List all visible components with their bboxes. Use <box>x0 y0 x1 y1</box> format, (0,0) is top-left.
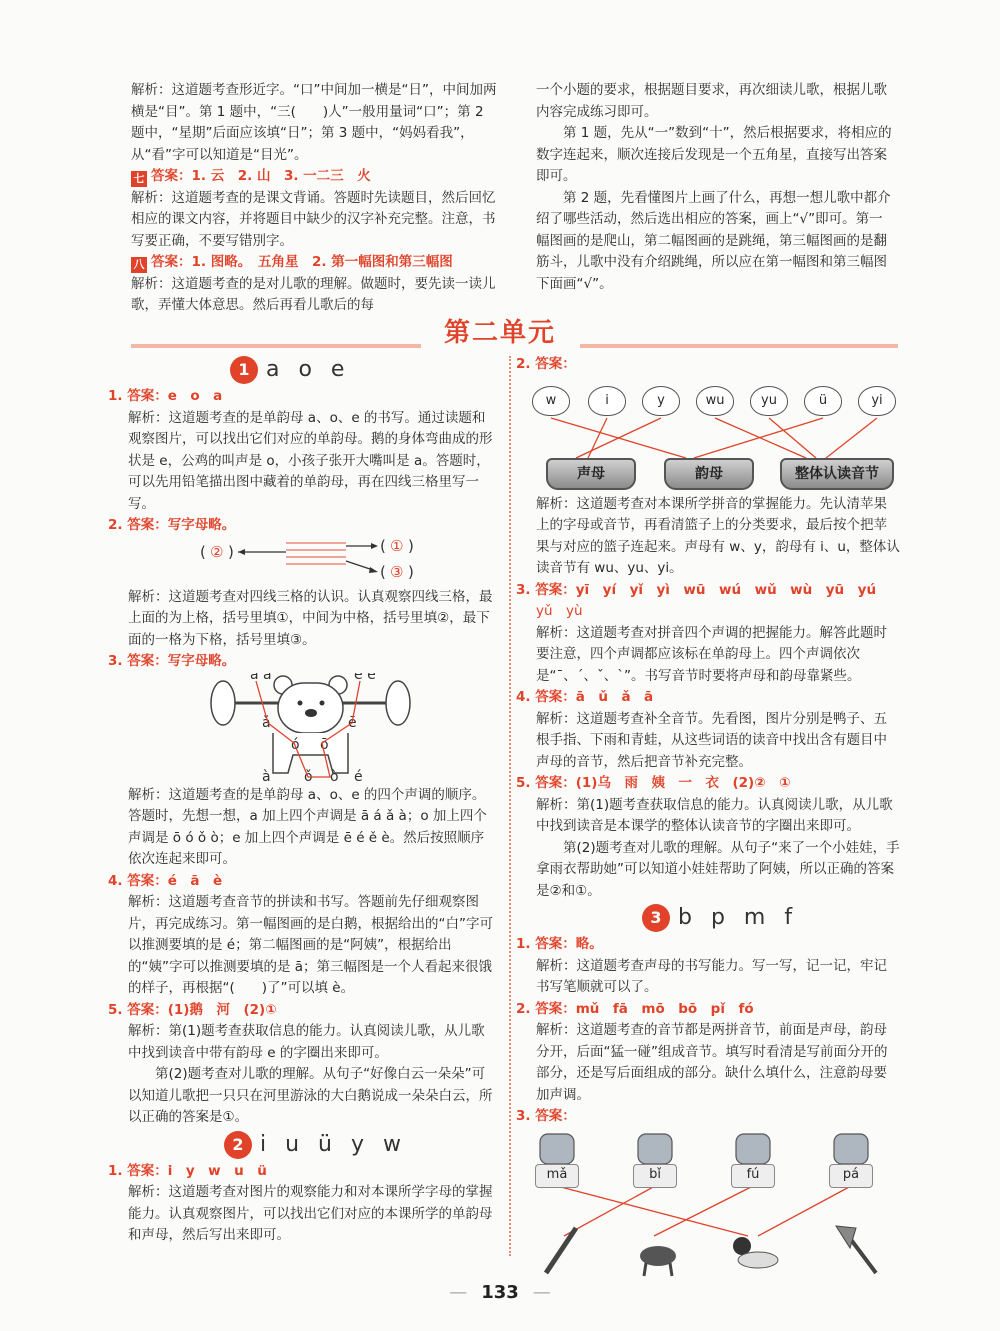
analysis-text: 第 1 题，先从“一”数到“十”，然后根据要求，将相应的数字连起来，顺次连接后发现是一个五角星，直接写出答案即可。 <box>536 125 892 184</box>
grid-label-left: ② <box>210 542 224 561</box>
lesson-3-heading <box>516 904 900 932</box>
tone-label-o3: ǒ <box>304 768 313 785</box>
apple: y <box>642 386 680 416</box>
column-divider <box>509 356 511 1256</box>
lesson-title: i u ü y w <box>260 1131 407 1157</box>
barbell-bear-diagram <box>108 673 496 785</box>
svg-text:(: ( <box>380 536 386 555</box>
unit-title: 第二单元 <box>443 318 556 348</box>
four-line-grid-figure <box>108 537 496 587</box>
page-number-text: 133 <box>481 1282 519 1303</box>
cat-cards-diagram <box>516 1128 900 1278</box>
tone-label-e-top: ě è <box>354 672 376 683</box>
svg-text:): ) <box>408 562 414 581</box>
analysis-7: 解析：这道题考查的是课文背诵。答题时先读题目，然后回忆相应的课文内容，并将题目中缺少的汉字补充完整。注意，书写要正确，不要写错別字。 <box>131 189 496 249</box>
answer-1: 1. 答案：e o a <box>108 388 223 404</box>
answer-1: 1. 答案：略。 <box>516 936 603 952</box>
page-number-dash-right: — <box>532 1282 551 1303</box>
lesson-1-heading <box>108 356 496 384</box>
barbell-bear-figure <box>108 673 496 785</box>
apple: w <box>532 386 570 416</box>
apple: yu <box>750 386 788 416</box>
grid-label-right-top: ① <box>390 536 404 555</box>
syllable-card: mǎ <box>535 1164 579 1188</box>
analysis-5: 解析：第(1)题考查获取信息的能力。认真阅读儿歌，从儿歌中找到读音是本课学的整体认读音节的字圈出来即可。 <box>536 796 893 834</box>
analysis-1: 解析：这道题考查的是单韵母 a、o、e 的书写。通过读题和观察图片，可以找出它们对应的单韵母。鹅的身体弯曲成的形状是 e，公鸡的叫声是 o，小孩子张开大嘴叫是 a。答题时，可以先用铅笔描出图中藏着的单韵母，再在四线三格里写一写。 <box>128 409 493 512</box>
apple: ü <box>804 386 842 416</box>
answer-4: 4. 答案：ā ǔ ǎ ā <box>516 689 654 705</box>
top-right-column <box>536 80 896 295</box>
answer-5: 5. 答案：(1)鹅 河 (2)① <box>108 1001 277 1018</box>
lesson-number-badge: 2 <box>224 1131 252 1159</box>
basket: 声母 <box>546 458 636 490</box>
analysis-2: 解析：这道题考查对本课所学拼音的掌握能力。先认清苹果上的字母或音节，再看清篮子上的分类要求，最后按个把苹果与对应的篮子连起来。声母有 w、y，韵母有 i、u，整体认读音节有 wu、yu、yi。 <box>536 495 900 576</box>
analysis-text: 解析：这道题考查形近字。“口”中间加一横是“日”，中间加两横是“目”。第 1 题中，“三( )人”一般用量词“口”；第 2 题中，“星期”后面应该填“日”；第 3 题中，“妈妈看我”，从“看”字可以知道是“目光”。 <box>131 82 497 163</box>
syllable-card: pá <box>829 1164 873 1188</box>
answer-3: 3. 答案：yī yí yǐ yì wū wú wǔ wù yū yú <box>516 581 877 598</box>
top-left-column <box>131 80 497 317</box>
svg-text:): ) <box>228 542 234 561</box>
question-badge-8: 八 <box>131 257 147 273</box>
analysis-text: 一个小题的要求，根据题目要求，再次细读儿歌，根据儿歌内容完成练习即可。 <box>536 82 887 120</box>
answer-2: 2. 答案：写字母略。 <box>108 517 236 533</box>
lesson-title: b p m f <box>678 905 799 930</box>
answer-3-continued: yǔ yù <box>536 603 583 619</box>
analysis-5-part2: 第(2)题考查对儿歌的理解。从句子“来了一个小娃娃，手拿雨衣帮助她”可以知道小娃娃帮助了阿姨，所以正确的答案是②和①。 <box>536 839 900 899</box>
page-number <box>0 1282 1000 1303</box>
tone-label-e2: é <box>354 768 363 785</box>
analysis-2: 解析：这道题考查的音节都是两拼音节，前面是声母，韵母分开，后面“猛一碰”组成音节。填写时看清是写前面分开的部分，还是写后面组成的部分。缺什么填什么，注意韵母要加声调。 <box>536 1022 888 1103</box>
answer-3: 3. 答案：写字母略。 <box>108 653 236 669</box>
lesson-2-heading <box>108 1131 496 1159</box>
tone-label-o1: ō <box>320 736 329 753</box>
answer-7-text: 答案：1. 云 2. 山 3. 一二三 火 <box>151 168 371 184</box>
lower-left-column <box>108 354 496 1247</box>
page-number-dash-left: — <box>449 1282 468 1303</box>
answer-5: 5. 答案：(1)乌 雨 姨 一 衣 (2)② ① <box>516 775 791 791</box>
answer-7 <box>131 166 497 188</box>
apple: i <box>588 386 626 416</box>
question-badge-7: 七 <box>131 171 147 187</box>
analysis-8: 解析：这道题考查的是对儿歌的理解。做题时，要先读一读儿歌，弄懂大体意思。然后再看儿歌后的每 <box>131 275 496 313</box>
svg-text:(: ( <box>380 562 386 581</box>
analysis-2: 解析：这道题考查对四线三格的认识。认真观察四线三格，最上面的为上格，括号里填①，中间为中格，括号里填②，最下面的一格为下格，括号里填③。 <box>128 588 493 648</box>
basket: 整体认读音节 <box>780 458 894 490</box>
analysis-text: 第 2 题，先看懂图片上画了什么，再想一想儿歌中都介绍了哪些活动，然后选出相应的答案，画上“√”即可。第一幅图画的是爬山，第二幅图画的是跳绳，第三幅图画的是翻筋斗，儿歌中没有介绍跳绳，所以应在第一幅图和第三幅图下面画“√”。 <box>536 189 891 292</box>
apple: yi <box>858 386 896 416</box>
answer-8 <box>131 252 497 274</box>
analysis-1: 解析：这道题考查声母的书写能力。写一写，记一记，牢记书写笔顺就可以了。 <box>536 957 887 995</box>
syllable-card: bǐ <box>633 1164 677 1188</box>
lesson-number-badge: 3 <box>642 904 670 932</box>
answer-8-text: 答案：1. 图略。 五角星 2. 第一幅图和第三幅图 <box>151 254 453 270</box>
tone-label-e1: ē <box>348 714 357 731</box>
answer-3: 3. 答案： <box>516 1108 576 1124</box>
cat-cards-figure <box>516 1128 900 1278</box>
syllable-card: fú <box>731 1164 775 1188</box>
tone-label-a3: ǎ <box>262 714 271 731</box>
tone-label-o4: ò <box>330 768 339 785</box>
lesson-title: a o e <box>266 357 351 382</box>
svg-text:): ) <box>408 536 414 555</box>
analysis-4: 解析：这道题考查补全音节。先看图，图片分别是鸭子、五根手指、下雨和青蛙，从这些词语的读音中找出含有题目中声母的音节，然后把音节补充完整。 <box>536 710 887 770</box>
tone-label-o2: ó <box>291 736 300 753</box>
four-line-grid-diagram <box>108 537 496 587</box>
analysis-5-part2: 第(2)题考查对儿歌的理解。从句子“好像白云一朵朵”可以知道儿歌把一只只在河里游泳的大白鹅说成一朵朵白云，所以正确的答案是①。 <box>128 1066 493 1125</box>
answer-2: 2. 答案：mǔ fā mō bō pǐ fó <box>516 1000 754 1017</box>
svg-text:(: ( <box>200 542 206 561</box>
answer-1: 1. 答案：i y w u ü <box>108 1162 267 1179</box>
basket: 韵母 <box>664 458 754 490</box>
lesson-number-badge: 1 <box>230 356 258 384</box>
tone-label-a-top: ā á <box>250 672 272 683</box>
analysis-3: 解析：这道题考查对拼音四个声调的把握能力。解答此题时要注意，四个声调都应该标在单韵母上。四个声调依次是“ˉ、ˊ、ˇ、ˋ”。书写音节时要将声母和韵母靠紧些。 <box>536 624 887 684</box>
grid-label-right-bottom: ③ <box>390 562 404 581</box>
analysis-5: 解析：第(1)题考查获取信息的能力。认真阅读儿歌，从儿歌中找到读音中带有韵母 e 的字圈出来即可。 <box>128 1023 485 1061</box>
lower-right-column <box>516 354 900 1278</box>
analysis-1: 解析：这道题考查对图片的观察能力和对本课所学字母的掌握能力。认真观察图片，可以找出它们对应的本课所学的单韵母和声母，然后写出来即可。 <box>128 1184 493 1243</box>
answer-2: 2. 答案： <box>516 356 576 372</box>
apple: wu <box>696 386 734 416</box>
tone-label-a4: à <box>262 768 271 785</box>
analysis-3: 解析：这道题考查的是单韵母 a、o、e 的四个声调的顺序。答题时，先想一想，a 加上四个声调是 ā á ǎ à；o 加上四个声调是 ō ó ǒ ò；e 加上四个声调是 ē é ě è。然后按照顺序依次连起来即可。 <box>128 786 487 867</box>
answer-4: 4. 答案：é ā è <box>108 872 223 889</box>
analysis-4: 解析：这道题考查音节的拼读和书写。答题前先仔细观察图片，再完成练习。第一幅图画的是白鹅，根据给出的“白”字可以推测要填的是 é；第二幅图画的是“阿姨”，根据给出的“姨”字可以推测要填的是 ā；第三幅图是一个人看起来很饿的样子，再根据“( )了”可以填 è。 <box>128 894 493 996</box>
apple-basket-figure <box>516 376 900 494</box>
